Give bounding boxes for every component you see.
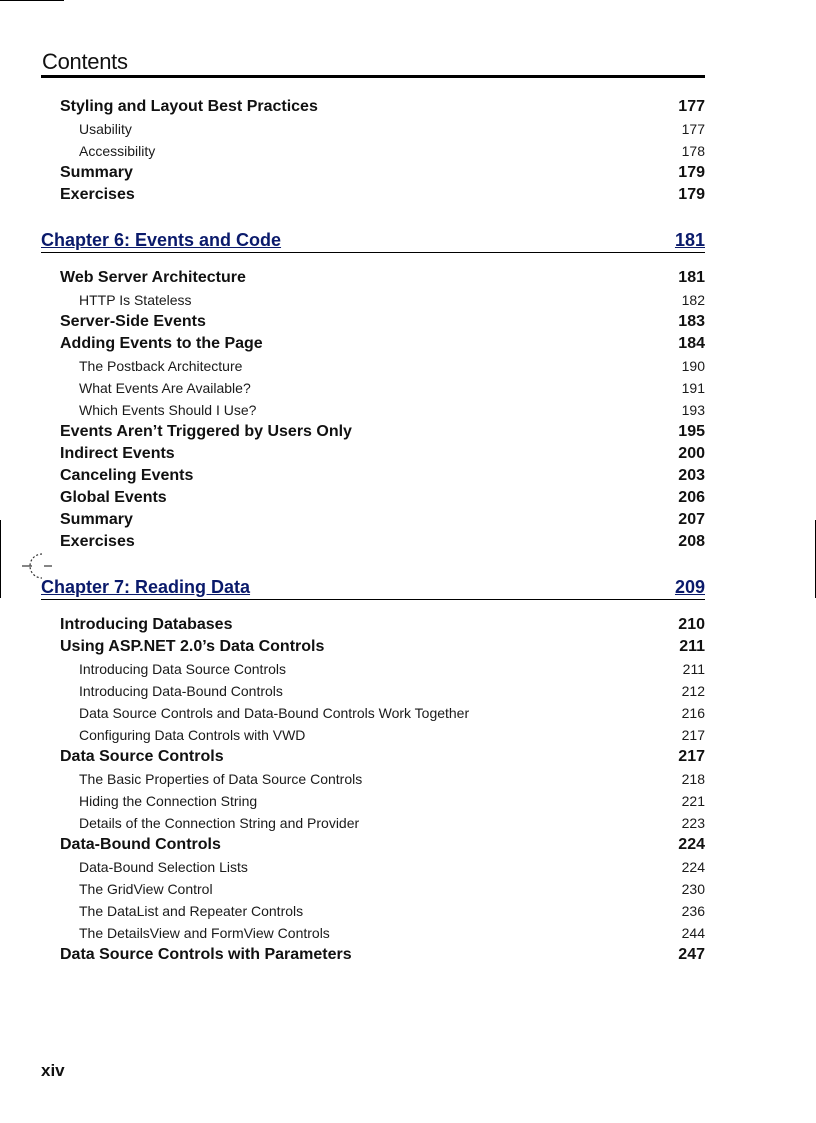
toc-subsection-entry[interactable] (41, 399, 705, 421)
toc-entry-page: 193 (681, 402, 705, 418)
toc-entry-page: 183 (678, 313, 705, 330)
toc-section-entry[interactable] (41, 443, 705, 465)
toc-subsection-entry[interactable] (41, 702, 705, 724)
toc-entry-page: 212 (681, 683, 705, 699)
toc-entry-page: 216 (681, 705, 705, 721)
toc-entry-title: Canceling Events (60, 467, 194, 484)
toc-subsection-entry[interactable] (41, 922, 705, 944)
toc-section-entry[interactable] (41, 636, 705, 658)
toc-section-entry[interactable] (41, 333, 705, 355)
toc-entry-title: Accessibility (79, 143, 156, 159)
toc-entry-page: 177 (678, 98, 705, 115)
toc-entry-title: Configuring Data Controls with VWD (79, 727, 306, 743)
toc-entry-title: Data Source Controls with Parameters (60, 946, 352, 963)
page-header (41, 46, 705, 78)
toc-entry-page: 221 (681, 793, 705, 809)
toc-entry-page: 217 (681, 727, 705, 743)
toc-section-entry[interactable] (41, 944, 705, 966)
table-of-contents (41, 96, 705, 966)
toc-entry-title: The Basic Properties of Data Source Controls (79, 771, 363, 787)
toc-section-entry[interactable] (41, 162, 705, 184)
toc-subsection-entry[interactable] (41, 658, 705, 680)
toc-entry-page: 177 (681, 121, 705, 137)
toc-entry-title: Using ASP.NET 2.0’s Data Controls (60, 638, 325, 655)
toc-section-entry[interactable] (41, 267, 705, 289)
toc-entry-page: 206 (678, 489, 705, 506)
toc-entry-title: The GridView Control (79, 881, 213, 897)
toc-subsection-entry[interactable] (41, 377, 705, 399)
page-number: xiv (41, 1061, 65, 1080)
toc-section-entry[interactable] (41, 509, 705, 531)
toc-subsection-entry[interactable] (41, 355, 705, 377)
toc-section-entry[interactable] (41, 531, 705, 553)
toc-entry-title: Global Events (60, 489, 167, 506)
toc-entry-title: Data Source Controls and Data-Bound Controls Work Together (79, 705, 470, 721)
toc-section-entry[interactable] (41, 746, 705, 768)
toc-entry-title: Details of the Connection String and Provider (79, 815, 360, 831)
toc-entry-title: Hiding the Connection String (79, 793, 258, 809)
toc-entry-page: 211 (682, 661, 705, 677)
toc-entry-title: The DetailsView and FormView Controls (79, 925, 330, 941)
toc-entry-title: Events Aren’t Triggered by Users Only (60, 423, 352, 440)
toc-chapter-heading[interactable] (41, 222, 705, 253)
toc-entry-page: 184 (678, 335, 705, 352)
toc-entry-page: 211 (679, 638, 705, 655)
toc-section-entry[interactable] (41, 614, 705, 636)
toc-entry-page: 179 (678, 186, 705, 203)
toc-subsection-entry[interactable] (41, 680, 705, 702)
toc-entry-page: 191 (681, 380, 705, 396)
toc-section-entry[interactable] (41, 311, 705, 333)
toc-entry-page: 178 (681, 143, 705, 159)
toc-subsection-entry[interactable] (41, 878, 705, 900)
toc-entry-title: Exercises (60, 533, 135, 550)
toc-entry-title: The Postback Architecture (79, 358, 243, 374)
toc-entry-title: Introducing Data Source Controls (79, 661, 286, 677)
toc-section-entry[interactable] (41, 96, 705, 118)
toc-entry-title: Chapter 6: Events and Code (41, 230, 282, 250)
toc-entry-page: 200 (678, 445, 705, 462)
toc-entry-title: Web Server Architecture (60, 269, 246, 286)
toc-entry-page: 210 (678, 616, 705, 633)
toc-entry-page: 236 (681, 903, 705, 919)
toc-section-entry[interactable] (41, 184, 705, 206)
toc-entry-title: Chapter 7: Reading Data (41, 577, 251, 597)
toc-entry-page: 218 (681, 771, 705, 787)
page-title: Contents (42, 49, 128, 74)
toc-section-entry[interactable] (41, 487, 705, 509)
toc-entry-page: 182 (681, 292, 705, 308)
toc-section-entry[interactable] (41, 834, 705, 856)
toc-section-entry[interactable] (41, 421, 705, 443)
toc-subsection-entry[interactable] (41, 790, 705, 812)
toc-entry-page: 224 (681, 859, 705, 875)
toc-subsection-entry[interactable] (41, 768, 705, 790)
toc-subsection-entry[interactable] (41, 140, 705, 162)
toc-subsection-entry[interactable] (41, 856, 705, 878)
toc-entry-title: Server-Side Events (60, 313, 206, 330)
toc-entry-page: 181 (674, 230, 705, 250)
toc-entry-page: 203 (678, 467, 705, 484)
toc-entry-page: 224 (678, 836, 705, 853)
toc-entry-page: 223 (681, 815, 705, 831)
toc-entry-page: 195 (678, 423, 705, 440)
toc-entry-title: Adding Events to the Page (60, 335, 263, 352)
toc-chapter-heading[interactable] (41, 569, 705, 600)
toc-entry-title: Introducing Databases (60, 616, 233, 633)
toc-entry-title: Styling and Layout Best Practices (60, 98, 318, 115)
toc-entry-page: 208 (678, 533, 705, 550)
crop-mark-top (0, 0, 64, 1)
toc-entry-page: 207 (678, 511, 705, 528)
toc-entry-title: Data-Bound Selection Lists (79, 859, 248, 875)
toc-entry-title: Introducing Data-Bound Controls (79, 683, 283, 699)
toc-entry-page: 190 (681, 358, 705, 374)
toc-subsection-entry[interactable] (41, 812, 705, 834)
toc-entry-page: 179 (678, 164, 705, 181)
toc-entry-page: 181 (678, 269, 705, 286)
toc-entry-title: Which Events Should I Use? (79, 402, 257, 418)
toc-entry-title: The DataList and Repeater Controls (79, 903, 304, 919)
toc-entry-page: 244 (681, 925, 705, 941)
toc-entry-title: Indirect Events (60, 445, 175, 462)
toc-subsection-entry[interactable] (41, 900, 705, 922)
toc-section-entry[interactable] (41, 465, 705, 487)
toc-entry-title: Data Source Controls (60, 748, 224, 765)
toc-subsection-entry[interactable] (41, 724, 705, 746)
toc-entry-title: Summary (60, 164, 133, 181)
toc-entry-page: 247 (678, 946, 705, 963)
toc-entry-page: 209 (674, 577, 705, 597)
toc-entry-page: 230 (681, 881, 705, 897)
toc-entry-title: Data-Bound Controls (60, 836, 221, 853)
toc-entry-page: 217 (678, 748, 705, 765)
toc-entry-title: What Events Are Available? (79, 380, 251, 396)
toc-entry-title: Summary (60, 511, 133, 528)
toc-subsection-entry[interactable] (41, 289, 705, 311)
toc-entry-title: HTTP Is Stateless (79, 292, 192, 308)
toc-entry-title: Usability (79, 121, 132, 137)
toc-entry-title: Exercises (60, 186, 135, 203)
toc-subsection-entry[interactable] (41, 118, 705, 140)
crop-mark-left (0, 520, 1, 598)
